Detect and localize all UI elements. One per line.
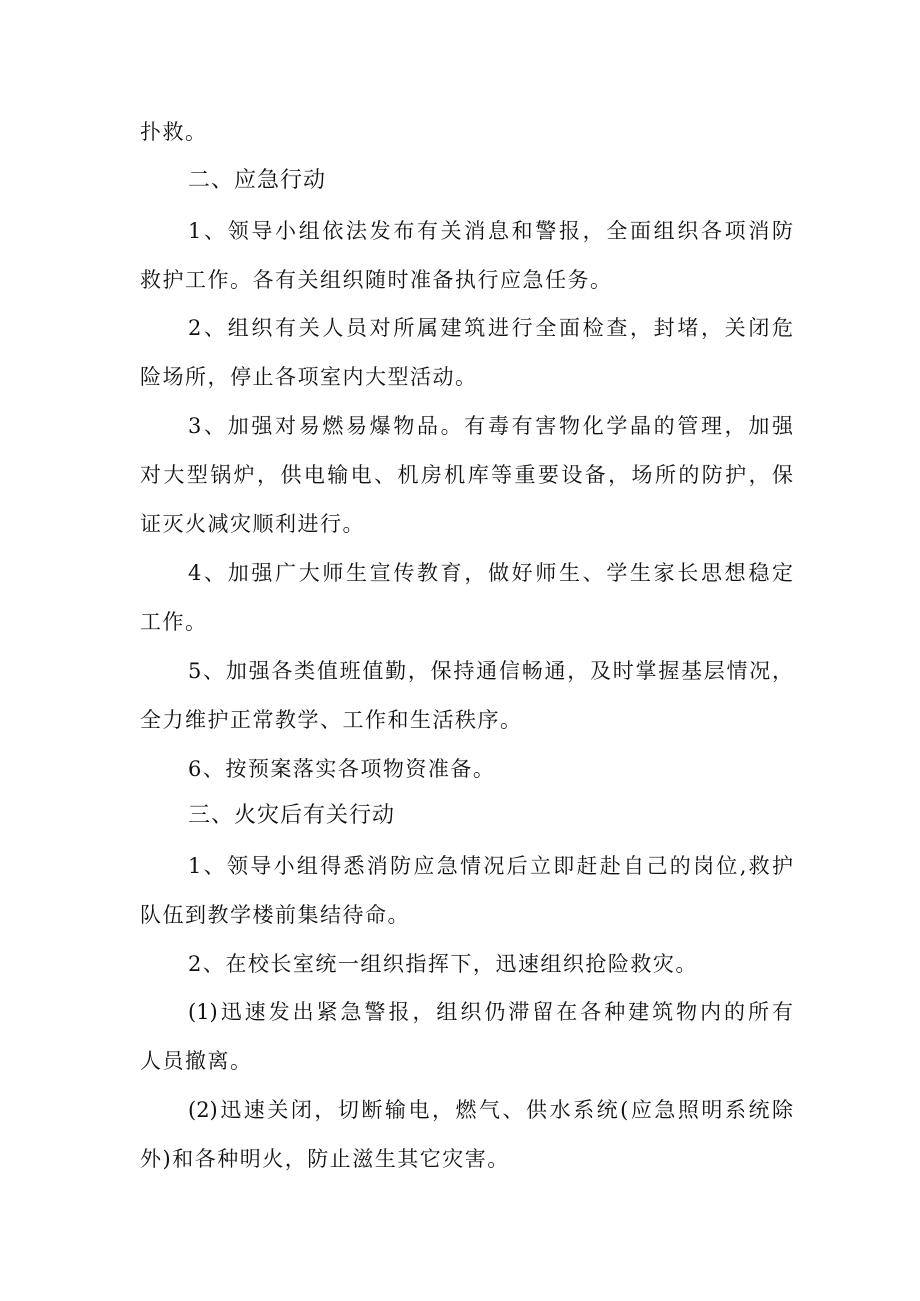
paragraph-line: 3、加强对易燃易爆物品。有毒有害物化学晶的管理，加强 — [188, 414, 793, 438]
paragraph-line: 1、领导小组得悉消防应急情况后立即赶赴自己的岗位,救护 — [188, 854, 793, 878]
paragraph-line: 人员撤离。 — [140, 1049, 253, 1073]
paragraph-continuation: 扑救。 — [140, 120, 208, 144]
paragraph-line: (2)迅速关闭，切断输电，燃气、供水系统(应急照明系统除 — [188, 1098, 793, 1122]
paragraph-line: 工作。 — [140, 610, 208, 634]
paragraph-line: 对大型锅炉，供电输电、机房机库等重要设备，场所的防护，保 — [140, 463, 793, 487]
paragraph-line: 1、领导小组依法发布有关消息和警报，全面组织各项消防 — [188, 219, 793, 243]
paragraph-line: 证灭火减灾顺利进行。 — [140, 512, 365, 536]
section-heading-emergency-action: 二、应急行动 — [188, 168, 327, 193]
paragraph-line: 外)和各种明火，防止滋生其它灾害。 — [140, 1147, 510, 1171]
paragraph-line: 队伍到教学楼前集结待命。 — [140, 903, 410, 927]
section-heading-post-fire-action: 三、火灾后有关行动 — [188, 803, 396, 828]
paragraph-line: 2、组织有关人员对所属建筑进行全面检查，封堵，关闭危 — [188, 316, 793, 340]
paragraph-line: 6、按预案落实各项物资准备。 — [188, 757, 496, 781]
paragraph-line: 救护工作。各有关组织随时准备执行应急任务。 — [140, 268, 613, 292]
paragraph-line: 5、加强各类值班值勤，保持通信畅通，及时掌握基层情况， — [188, 659, 793, 683]
paragraph-line: 2、在校长室统一组织指挥下，迅速组织抢险救灾。 — [188, 952, 698, 976]
paragraph-line: 全力维护正常教学、工作和生活秩序。 — [140, 708, 523, 732]
paragraph-line: 险场所，停止各项室内大型活动。 — [140, 365, 478, 389]
paragraph-line: 4、加强广大师生宣传教育，做好师生、学生家长思想稳定 — [188, 561, 793, 585]
paragraph-line: (1)迅速发出紧急警报，组织仍滞留在各种建筑物内的所有 — [188, 1000, 793, 1024]
